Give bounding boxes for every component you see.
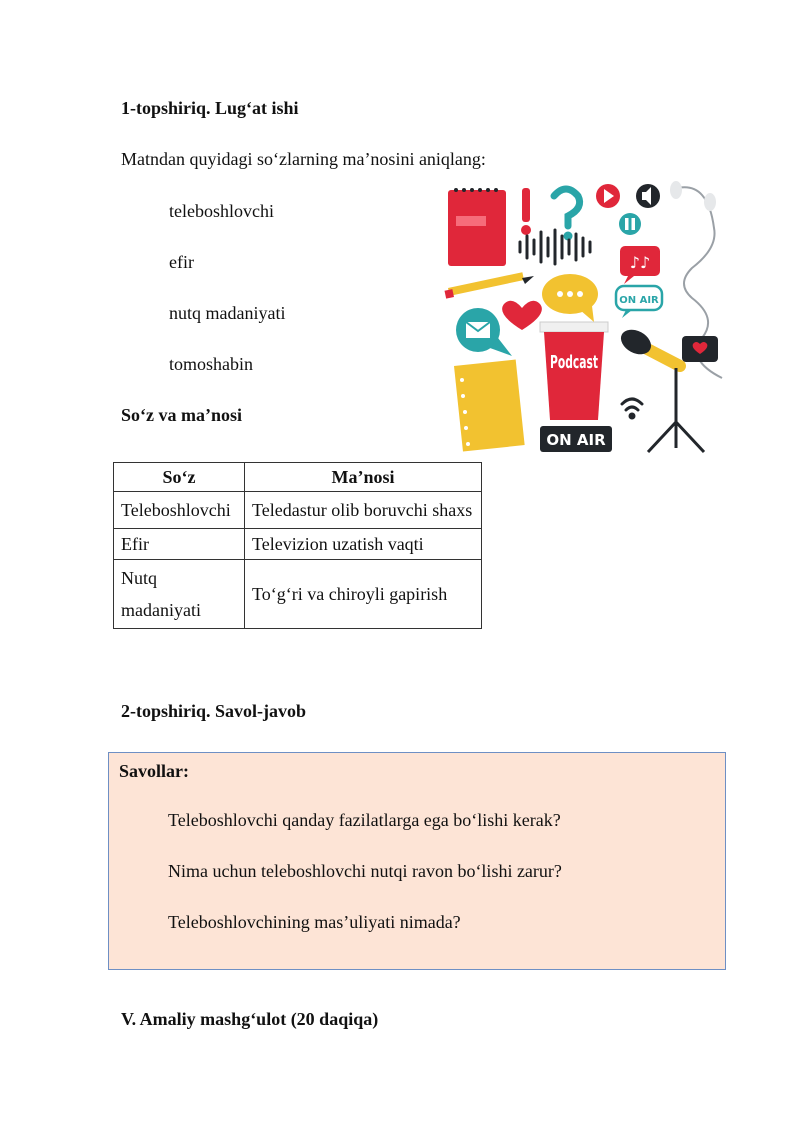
speaker-icon	[636, 184, 660, 208]
heart-icon	[502, 301, 542, 330]
chat-bubble-icon	[542, 274, 598, 322]
table-header-row	[114, 463, 482, 492]
on-air-sign-text: ON AIR	[546, 431, 606, 449]
vocab-word-item: efir	[169, 252, 194, 272]
table-cell-meaning: To‘g‘ri va chiroyli gapirish	[245, 560, 482, 629]
podcast-cup-icon	[540, 322, 608, 420]
mail-icon	[456, 308, 512, 356]
on-air-sign	[540, 426, 612, 452]
vocab-word-item: teleboshlovchi	[169, 201, 274, 221]
podcast-cup-text: Podcast	[550, 352, 599, 373]
notepad-icon	[448, 188, 506, 266]
question-item: Teleboshlovchi qanday fazilatlarga ega bo‘lishi kerak?	[168, 810, 561, 830]
table-header-meaning: Ma’nosi	[245, 463, 482, 492]
vocab-word-item: nutq madaniyati	[169, 303, 286, 323]
music-note-icon	[620, 246, 660, 284]
play-icon	[596, 184, 620, 208]
svg-text:♪♪: ♪♪	[629, 253, 651, 272]
table-cell-word: Teleboshlovchi	[114, 492, 245, 529]
table-row	[114, 560, 482, 629]
task1-instruction: Matndan quyidagi so‘zlarning ma’nosini aniqlang:	[121, 149, 486, 169]
table-row	[114, 492, 482, 529]
section5-heading: V. Amaliy mashg‘ulot (20 daqiqa)	[121, 1009, 379, 1029]
table-subheading: So‘z va ma’nosi	[121, 405, 242, 425]
question-item: Nima uchun teleboshlovchi nutqi ravon bo‘lishi zarur?	[168, 861, 562, 881]
on-air-bubble-icon	[616, 286, 662, 318]
pencil-icon	[445, 272, 534, 298]
table-cell-meaning: Televizion uzatish vaqti	[245, 529, 482, 560]
table-cell-word: Nutq madaniyati	[114, 560, 245, 629]
heart-bubble-icon	[682, 336, 718, 362]
vocab-word-item: tomoshabin	[169, 354, 253, 374]
table-header-word: So‘z	[114, 463, 245, 492]
question-item: Teleboshlovchining mas’uliyati nimada?	[168, 912, 461, 932]
table-row	[114, 529, 482, 560]
pause-icon	[619, 213, 641, 235]
paper-note-icon	[454, 360, 525, 452]
questions-title: Savollar:	[119, 761, 189, 781]
podcast-illustration	[440, 176, 740, 460]
table-cell-meaning: Teledastur olib boruvchi shaxs	[245, 492, 482, 529]
on-air-bubble-text: ON AIR	[619, 295, 659, 306]
table-cell-word: Efir	[114, 529, 245, 560]
task2-heading: 2-topshiriq. Savol-javob	[121, 701, 307, 721]
vocab-table	[113, 462, 482, 629]
task1-heading: 1-topshiriq. Lug‘at ishi	[121, 98, 299, 118]
soundwave-icon	[520, 230, 590, 264]
wifi-icon	[622, 399, 642, 418]
exclamation-icon	[521, 188, 531, 235]
questions-box	[108, 752, 726, 970]
